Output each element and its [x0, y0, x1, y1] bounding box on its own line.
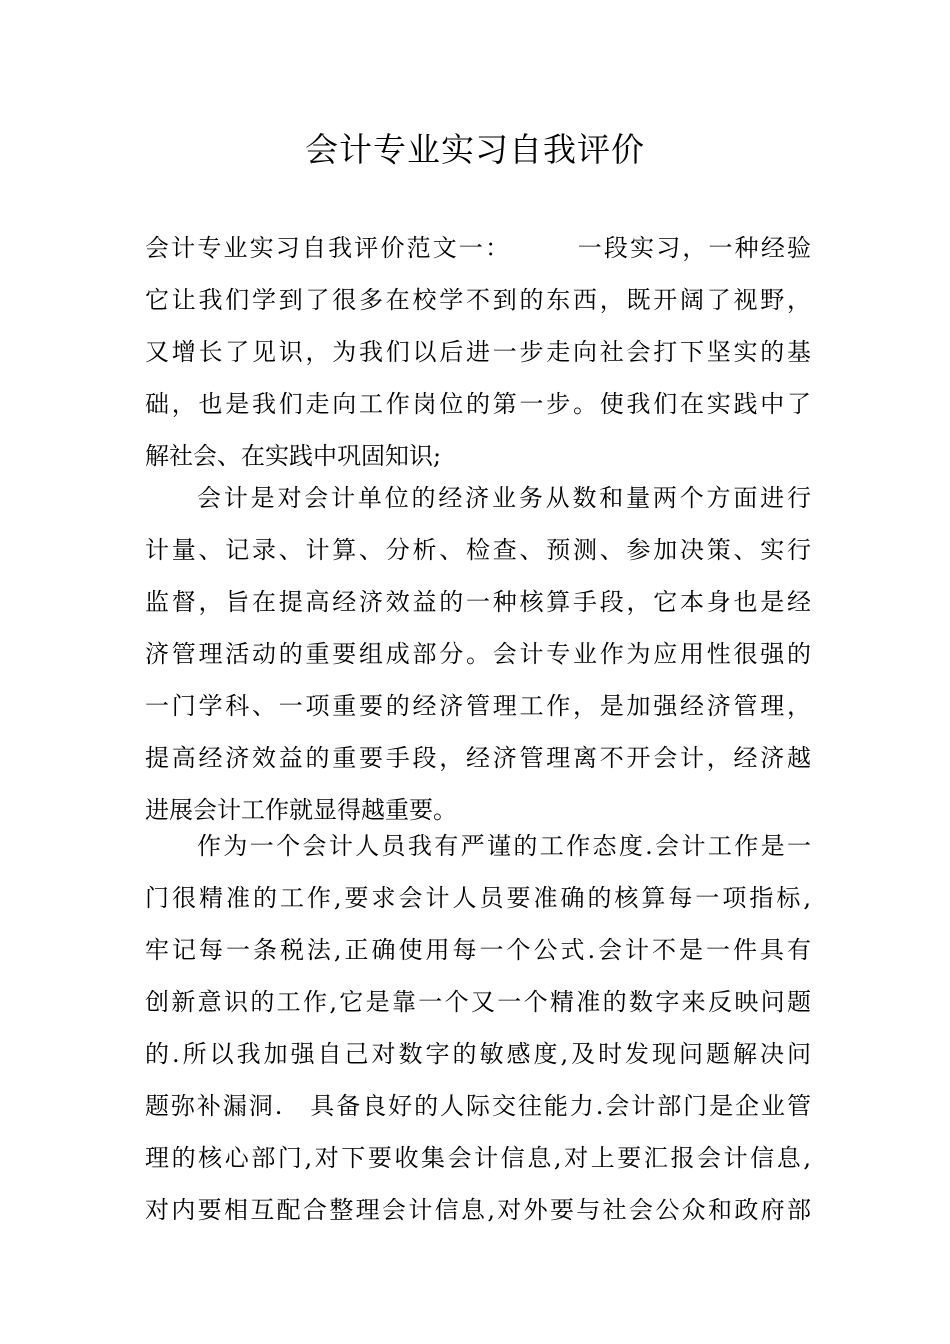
- text-line: 门很精准的工作,要求会计人员要准确的核算每一项指标,: [145, 884, 811, 912]
- paragraph-1: [145, 222, 811, 482]
- text-line: 提高经济效益的重要手段，经济管理离不开会计，经济越: [145, 744, 811, 772]
- text-line: 牢记每一条税法,正确使用每一个公式.会计不是一件具有: [145, 936, 811, 964]
- text-line: 对内要相互配合整理会计信息,对外要与社会公众和政府部: [145, 1196, 811, 1224]
- text-line: 会计专业实习自我评价范文一： 一段实习，一种经验: [145, 234, 811, 262]
- text-line: 会计是对会计单位的经济业务从数和量两个方面进行: [197, 484, 811, 512]
- text-line: 又增长了见识，为我们以后进一步走向社会打下坚实的基: [145, 338, 811, 366]
- paragraph-3: [145, 820, 811, 1236]
- text-line: 的.所以我加强自己对数字的敏感度,及时发现问题解决问: [145, 1040, 811, 1068]
- paragraph-2: [145, 472, 811, 836]
- text-line: 题弥补漏洞. 具备良好的人际交往能力.会计部门是企业管: [145, 1092, 811, 1120]
- text-line: 它让我们学到了很多在校学不到的东西，既开阔了视野，: [145, 286, 811, 314]
- text-line: 础，也是我们走向工作岗位的第一步。使我们在实践中了: [145, 390, 811, 418]
- text-line: 一门学科、一项重要的经济管理工作，是加强经济管理，: [145, 692, 811, 720]
- text-line: 计量、记录、计算、分析、检查、预测、参加决策、实行: [145, 536, 811, 564]
- text-line: 作为一个会计人员我有严谨的工作态度.会计工作是一: [197, 832, 811, 860]
- text-line: 创新意识的工作,它是靠一个又一个精准的数字来反映问题: [145, 988, 811, 1016]
- page-title: 会计专业实习自我评价: [305, 130, 645, 169]
- text-line: 济管理活动的重要组成部分。会计专业作为应用性很强的: [145, 640, 811, 668]
- text-line: 监督，旨在提高经济效益的一种核算手段，它本身也是经: [145, 588, 811, 616]
- text-line: 解社会、在实践中巩固知识;: [145, 442, 442, 470]
- text-line: 进展会计工作就显得越重要。: [145, 796, 457, 824]
- text-line: 理的核心部门,对下要收集会计信息,对上要汇报会计信息,: [145, 1144, 811, 1172]
